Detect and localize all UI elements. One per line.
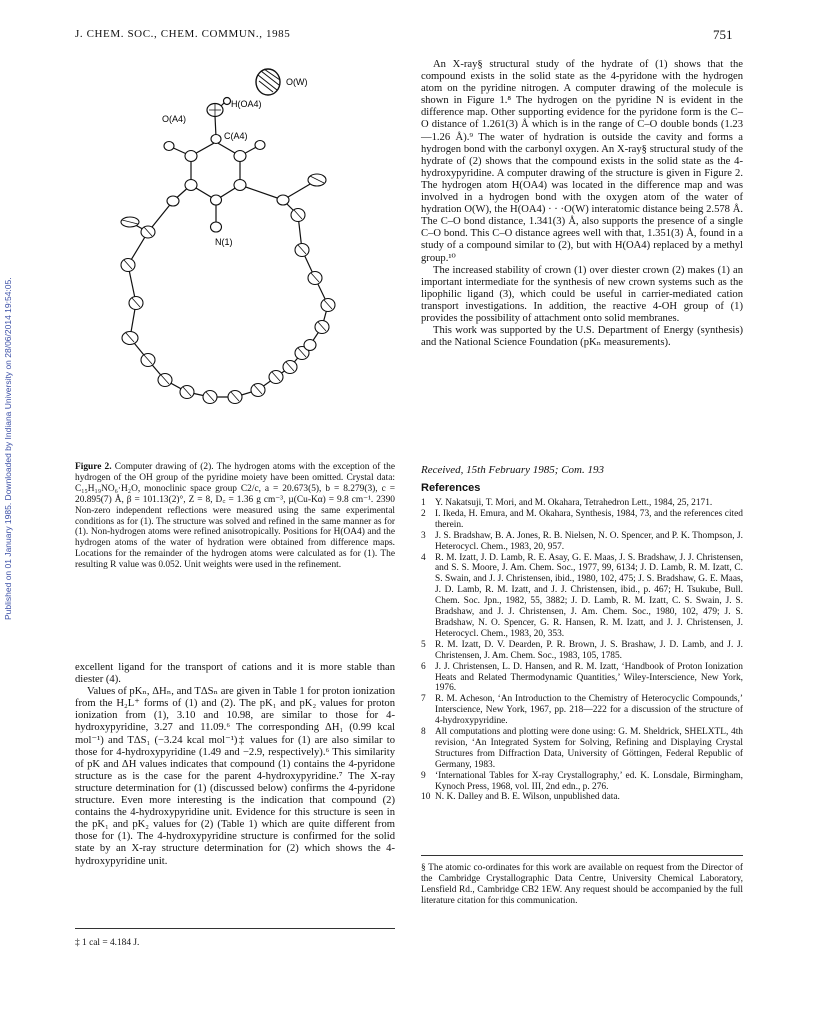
right-paragraph-2: The increased stability of crown (1) over diester crown (2) makes (1) an important intermediate for the synthesis of new crown systems such as the lipophilic ligand (3), which could be useful in carrier-mediated cation transport investigations. In addition, the reactive 4-OH group of (1) provides the possibility of attachment onto solid membranes. [421, 264, 743, 324]
figure-2-drawing [70, 55, 410, 455]
reference-number: 4 [421, 552, 426, 563]
reference-text: I. Ikeda, H. Emura, and M. Okahara, Synthesis, 1984, 73, and the references cited therein. [435, 508, 743, 530]
reference-item [421, 694, 743, 727]
left-paragraph-2: Values of pKₙ, ΔHₙ, and TΔSₙ are given in Table 1 for proton ionization from the H₂L⁺ forms of (1) and (2). The pK₁ and pK₂ values for proton ionization from (1), 3.10 and 10.98, are similar to those for 4-hydroxypyridine, 3.27 and 11.09.⁶ The corresponding ΔH₁ (0.99 kcal mol⁻¹) and TΔS₁ (−3.24 kcal mol⁻¹)‡ values for (1) are also similar to those for 4-hydroxypyridine (1.49 and −2.9, respectively).⁶ This similarity of pK and ΔH values indicates that compound (1) contains the 4-pyridone structure as is the case for the parent 4-hydroxypyridine.⁷ The X-ray structure determination for (1) (discussed below) confirms the 4-pyridone structure. Even more interesting is the indication that compound (2) contains the 4-hydroxypyridine unit. Evidence for this structure is seen in the pK₁ and pK₂ values for (2) (Table 1) which are quite different from those for (1). The 4-hydroxypyridine structure is confirmed for the solid state by an X-ray structure determination for (2) which shows the 4-hydroxypyridine unit. [75, 686, 395, 867]
right-paragraph-3: This work was supported by the U.S. Department of Energy (synthesis) and the National Science Foundation (pKₙ measurements). [421, 325, 743, 349]
reference-number: 9 [421, 770, 426, 781]
reference-item [421, 792, 743, 803]
figure-caption-label: Figure 2. [75, 462, 112, 472]
reference-number: 1 [421, 498, 426, 508]
right-column-text [421, 59, 743, 349]
left-paragraph-1: excellent ligand for the transport of cations and it is more stable than diester (4). [75, 662, 395, 686]
reference-text: All computations and plotting were done using: G. M. Sheldrick, SHELXTL, 4th revision, ‘An Integrated System for Solving, Refining and Displaying Crystal Structures from Diffraction Data, University of Göttingen, Federal Republic of Germany, 1983. [435, 727, 743, 770]
reference-text: J. S. Bradshaw, B. A. Jones, R. B. Nielsen, N. O. Spencer, and P. K. Thompson, J. Heterocycl. Chem., 1983, 20, 957. [435, 530, 743, 552]
reference-text: R. M. Izatt, D. V. Dearden, P. R. Brown, J. S. Brashaw, J. D. Lamb, and J. J. Christensen, J. Am. Chem. Soc., 1983, 105, 1785. [435, 639, 743, 661]
reference-text: J. J. Christensen, L. D. Hansen, and R. M. Izatt, ‘Handbook of Proton Ionization Heats and Related Thermodynamic Quantities,’ Wiley-Interscience, New York, 1976. [435, 661, 743, 694]
right-footnote: § The atomic co-ordinates for this work are available on request from the Director of the Cambridge Crystallographic Data Centre, University Chemical Laboratory, Lensfield Rd., Cambridge CB2 1EW. Any request should be accompanied by the full literature citation for this communication. [421, 863, 743, 906]
left-column-text [75, 662, 395, 868]
reference-item [421, 498, 743, 509]
right-footnote-rule [421, 855, 743, 856]
figure-caption-text: Computer drawing of (2). The hydrogen atoms with the exception of the hydrogen of the OH group of the pyridine moiety have been omitted. Crystal data: C₁₅H₁₉NO₆·H₂O, monoclinic space group C2/c, a = 20.673(5), b = 8.279(3), c = 20.895(7) Å, β = 101.13(2)°, Z = 8, D꜀ = 1.36 g cm⁻³, µ(Cu-Kα) = 9.8 cm⁻¹. 2390 Non-zero independent reflections were measured using the same experimental conditions as for (1). The structure was solved and refined in the same manner as for (1). Non-hydrogen atoms were refined anisotropically. Positions for H(OA4) and the hydrogen atoms of the water of hydration were obtained from difference maps. Locations for the remainder of the hydrogen atoms were calculated as for (1). The resulting R value was 0.052. Unit weights were used in the refinement. [75, 462, 395, 571]
received-line: Received, 15th February 1985; Com. 193 [421, 464, 604, 476]
download-side-note: Published on 01 January 1985. Downloaded by Indiana University on 28/06/2014 19:54:05. [3, 277, 13, 620]
reference-item [421, 553, 743, 640]
right-paragraph-1: An X-ray§ structural study of the hydrate of (1) shows that the compound exists in the solid state as the 4-pyridone with the hydrogen atom on the pyridine nitrogen. A computer drawing of the molecule is shown in Figure 1.⁸ The hydrogen on the pyridine N is evident in the difference map. Other supporting evidence for the pyridone form is the C–O distance of 1.261(3) Å which is in the range of C–O double bonds (1.23—1.26 Å).⁹ The water of hydration is outside the cavity and forms a hydrogen bond with the carbonyl oxygen. An X-ray§ structural study of the hydrate of (2) shows that the compound exists in the solid state as the 4-hydroxypyridine. A computer drawing of the structure is given in Figure 2. The hydrogen atom H(OA4) was located in the difference map and was involved in a hydrogen bond with the oxygen atom of the water of hydration O(W), the H(OA4) · · ·O(W) interatomic distance being 2.578 Å. The C–O bond distance, 1.341(3) Å, also supports the presence of a single C–O bond. This C–O distance agrees well with that, 1.351(3) Å, found in a study of a compound similar to (2), but with H(OA4) replaced by a methyl group.¹⁰ [421, 59, 743, 264]
reference-item [421, 509, 743, 531]
reference-number: 3 [421, 530, 426, 541]
left-footnote: ‡ 1 cal = 4.184 J. [75, 938, 140, 948]
reference-number: 7 [421, 694, 426, 705]
reference-text: ‘International Tables for X-ray Crystallography,’ ed. K. Lonsdale, Birmingham, Kynoch Press, 1968, vol. III, 2nd edn., p. 276. [435, 770, 743, 792]
reference-text: Y. Nakatsuji, T. Mori, and M. Okahara, Tetrahedron Lett., 1984, 25, 2171. [435, 498, 713, 508]
reference-item [421, 662, 743, 695]
atom-ellipsoids [121, 135, 335, 404]
reference-item [421, 727, 743, 771]
page-number: 751 [713, 27, 733, 42]
label-h-oa4: H(OA4) [231, 99, 262, 109]
reference-number: 5 [421, 639, 426, 650]
reference-number: 8 [421, 727, 426, 738]
references-heading: References [421, 482, 481, 494]
running-header: J. CHEM. SOC., CHEM. COMMUN., 1985 [75, 28, 291, 40]
references-list [421, 498, 743, 803]
reference-text: N. K. Dalley and B. E. Wilson, unpublished data. [435, 792, 620, 803]
reference-number: 6 [421, 661, 426, 672]
reference-item [421, 640, 743, 662]
reference-text: R. M. Acheson, ‘An Introduction to the Chemistry of Heterocyclic Compounds,’ Interscience, New York, 1967, pp. 218—222 for a discussion of the structure of 4-hydroxypyridine. [435, 694, 743, 727]
reference-item [421, 531, 743, 553]
label-o-a4: O(A4) [162, 114, 187, 124]
figure-caption [75, 462, 395, 571]
reference-text: R. M. Izatt, J. D. Lamb, R. E. Asay, G. E. Maas, J. S. Bradshaw, J. J. Christensen, and S. S. Moore, J. Am. Chem. Soc., 1977, 99, 6134; J. D. Lamb, R. M. Izatt, C. S. Swain, and J. J. Christensen, ibid., 1980, 102, 475; J. S. Bradshaw, G. E. Maas, J. D. Lamb, R. M. Izatt, and J. J. Christensen, ibid., p. 467; H. Tsukube, Bull. Chem. Soc. Jpn., 1982, 55, 3882; J. D. Lamb, R. M. Izatt, C. S. Swain, J. S. Bradshaw, and J. J. Christensen, J. Am. Chem. Soc., 1980, 102, 479; J. S. Bradshaw, N. O. Spencer, G. R. Hansen, R. M. Izatt, and J. J. Christensen, J. Heterocycl. Chem., 1983, 20, 353. [435, 552, 743, 639]
reference-number: 2 [421, 508, 426, 519]
reference-number: 10 [421, 792, 431, 803]
label-o-w: O(W) [286, 77, 308, 87]
left-footnote-rule [75, 928, 395, 929]
reference-item [421, 771, 743, 793]
label-c-a4: C(A4) [224, 131, 248, 141]
label-n1: N(1) [215, 237, 233, 247]
